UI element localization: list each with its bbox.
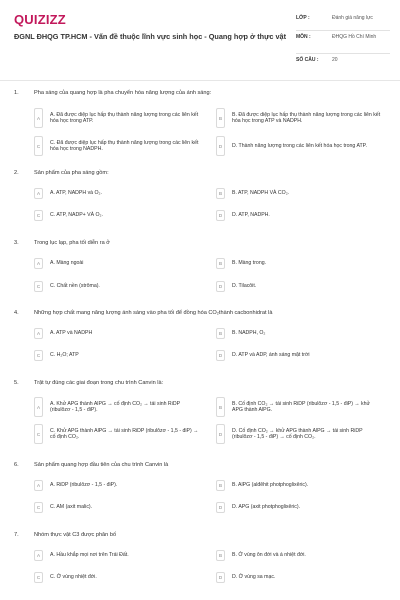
question-text: Trong lục lạp, pha tối diễn ra ở [34, 240, 110, 246]
question-text: Pha sáng của quang hợp là pha chuyển hóa năng lượng của ánh sáng: [34, 90, 212, 96]
option-d[interactable] [216, 281, 380, 292]
option-c[interactable] [34, 502, 198, 513]
question-number: 4. [14, 310, 19, 316]
option-text: C. AM (axit malic). [50, 504, 93, 511]
option-text: D. Thành năng lượng trong các liên kết hóa học trong ATP. [232, 142, 367, 149]
option-c[interactable] [34, 281, 198, 292]
option-text: B. Màng trong. [232, 260, 267, 267]
option-letter: C [34, 210, 43, 221]
option-letter: A [34, 108, 43, 128]
meta-row-class [296, 12, 390, 31]
option-text: B. ATP, NADPH VÀ CO₂. [232, 190, 290, 197]
option-c[interactable] [34, 424, 198, 444]
option-letter: B [216, 550, 225, 561]
option-letter: C [34, 572, 43, 583]
option-text: C. Đã được diệp lục hấp thụ thành năng lượng trong các liên kết hóa học trong NADPH. [50, 139, 199, 152]
option-text: B. Ở vùng ôn đới và á nhiệt đới. [232, 552, 306, 559]
option-text: D. Cố định CO₂ → khử APG thành AlPG → tái sinh RiDP (ribulôzơ - 1,5 - điP) → cố định CO₂. [232, 427, 363, 440]
meta-value: ĐHQG Hồ Chí Minh [332, 34, 377, 40]
worksheet-meta [296, 12, 390, 69]
option-a[interactable] [34, 550, 198, 561]
question-number: 7. [14, 532, 19, 538]
option-text: A. ATP và NADPH [50, 330, 93, 337]
question-number: 1. [14, 90, 19, 96]
option-d[interactable] [216, 502, 380, 513]
option-b[interactable] [216, 550, 380, 561]
option-b[interactable] [216, 328, 380, 339]
option-a[interactable] [34, 188, 198, 199]
option-d[interactable] [216, 350, 380, 361]
meta-key: LỚP : [296, 15, 310, 21]
option-d[interactable] [216, 210, 380, 221]
option-b[interactable] [216, 188, 380, 199]
question-text: Nhóm thực vật C3 được phân bố [34, 532, 117, 538]
option-a[interactable] [34, 480, 198, 491]
option-text: D. Tilacôit. [232, 283, 257, 290]
option-text: A. ATP, NADPH và O₂. [50, 190, 102, 197]
option-text: D. Ở vùng sa mạc. [232, 574, 276, 581]
meta-value: Đánh giá năng lực [332, 15, 373, 21]
option-d[interactable] [216, 424, 380, 444]
option-d[interactable] [216, 136, 380, 156]
option-text: C. ATP, NADP+ VÀ O₂. [50, 212, 103, 219]
option-text: C. H₂O; ATP [50, 352, 79, 359]
question-number: 3. [14, 240, 19, 246]
question-text: Sản phẩm quang hợp đầu tiên của chu trình Canvin là [34, 462, 169, 468]
option-text: C. Khử APG thành AlPG → tái sinh RiDP (ribulôzơ - 1,5 - điP) → cố định CO₂. [50, 427, 199, 440]
option-letter: A [34, 258, 43, 269]
option-a[interactable] [34, 328, 198, 339]
option-text: D. ATP và ADP, ánh sáng mặt trời [232, 352, 310, 359]
question-text: Trật tự đúng các giai đoạn trong chu trình Canvin là: [34, 380, 164, 386]
option-text: A. Hầu khắp mọi nơi trên Trái Đất. [50, 552, 129, 559]
option-text: B. NADPH, O₂ [232, 330, 266, 337]
option-letter: D [216, 281, 225, 292]
meta-key: MÔN : [296, 34, 311, 40]
option-letter: D [216, 210, 225, 221]
worksheet-header [0, 0, 400, 72]
option-letter: B [216, 188, 225, 199]
option-text: D. ATP, NADPH. [232, 212, 270, 219]
option-b[interactable] [216, 480, 380, 491]
question-text: Sản phẩm của pha sáng gồm: [34, 170, 109, 176]
option-letter: C [34, 502, 43, 513]
option-letter: D [216, 502, 225, 513]
option-text: D. APG (axit photphoglixêric). [232, 504, 301, 511]
option-b[interactable] [216, 397, 380, 417]
option-letter: C [34, 424, 43, 444]
option-letter: D [216, 136, 225, 156]
option-text: A. Đã được diệp lục hấp thụ thành năng lượng trong các liên kết hóa học trong ATP. [50, 111, 199, 124]
question-number: 2. [14, 170, 19, 176]
option-text: A. Khử APG thành AlPG → cố định CO₂ → tái sinh RiDP (ribulôzơ - 1,5 - điP). [50, 400, 180, 413]
question-number: 5. [14, 380, 19, 386]
option-letter: D [216, 572, 225, 583]
option-letter: A [34, 480, 43, 491]
option-a[interactable] [34, 258, 198, 269]
option-a[interactable] [34, 397, 198, 417]
option-text: B. Đã được diệp lục hấp thụ thành năng lượng trong các liên kết hóa học trong ATP và NADPH. [232, 111, 381, 124]
option-letter: B [216, 397, 225, 417]
option-letter: B [216, 258, 225, 269]
quizizz-logo[interactable]: QUIZIZZ [14, 12, 66, 27]
option-d[interactable] [216, 572, 380, 583]
option-text: A. Màng ngoài [50, 260, 84, 267]
option-text: A. RiDP (ribulôzơ - 1,5 - điP). [50, 482, 118, 489]
option-letter: C [34, 136, 43, 156]
option-c[interactable] [34, 350, 198, 361]
worksheet-title: ĐGNL ĐHQG TP.HCM - Vấn đề thuộc lĩnh vực sinh học - Quang hợp ở thực vật [14, 32, 287, 41]
option-letter: A [34, 397, 43, 417]
option-letter: B [216, 480, 225, 491]
option-b[interactable] [216, 108, 380, 128]
option-letter: A [34, 328, 43, 339]
option-c[interactable] [34, 136, 198, 156]
option-letter: A [34, 188, 43, 199]
option-text: C. Chất nền (strôma). [50, 283, 100, 290]
option-letter: D [216, 424, 225, 444]
question-number: 6. [14, 462, 19, 468]
option-b[interactable] [216, 258, 380, 269]
option-letter: A [34, 550, 43, 561]
meta-row-subject [296, 31, 390, 54]
option-letter: C [34, 350, 43, 361]
option-letter: B [216, 328, 225, 339]
question-text: Những hợp chất mang năng lượng ánh sáng vào pha tối để đồng hóa CO₂thành cacbonhidrat là [34, 310, 273, 316]
option-letter: B [216, 108, 225, 128]
option-a[interactable] [34, 108, 198, 128]
option-text: C. Ở vùng nhiệt đới. [50, 574, 97, 581]
meta-row-count [296, 54, 390, 69]
option-text: B. AlPG (alđêhit photphoglixêric). [232, 482, 309, 489]
option-letter: C [34, 281, 43, 292]
header-divider [0, 80, 400, 81]
option-text: B. Cố định CO₂ → tái sinh RiDP (ribulôzơ - 1,5 - điP) → khử APG thành AlPG. [232, 400, 370, 413]
option-letter: D [216, 350, 225, 361]
meta-value: 20 [332, 57, 338, 63]
meta-key: SỐ CÂU : [296, 57, 319, 63]
option-c[interactable] [34, 572, 198, 583]
option-c[interactable] [34, 210, 198, 221]
